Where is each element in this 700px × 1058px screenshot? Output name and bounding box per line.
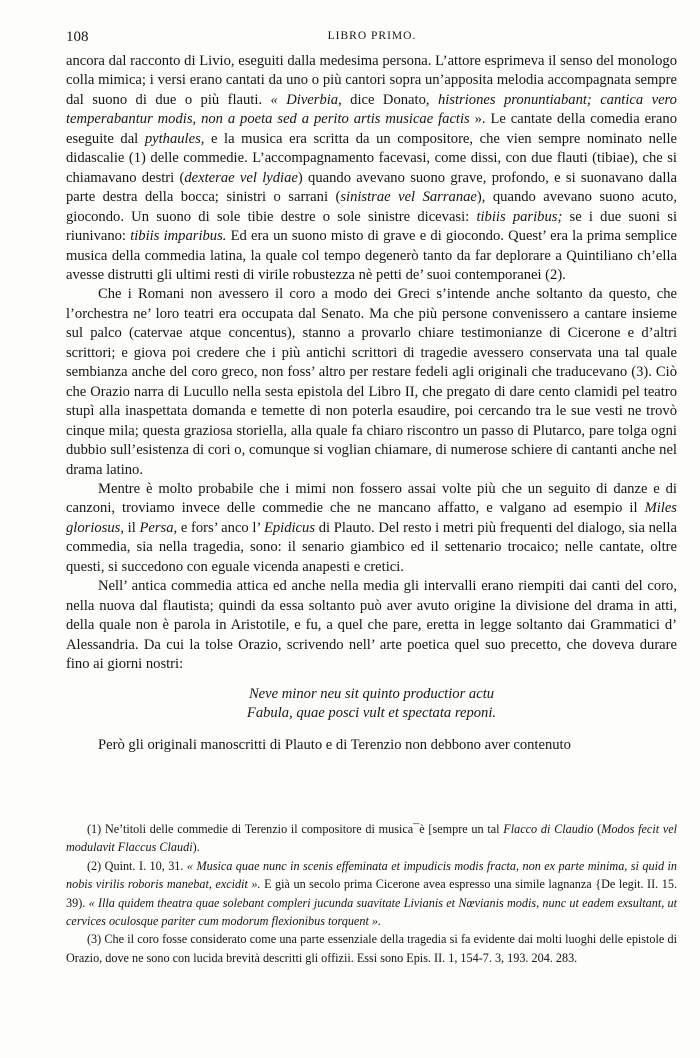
paragraph <box>66 480 677 577</box>
italic-text: tibiis paribus; <box>476 208 563 225</box>
text-run: Che i Romani non avessero il coro a modo dei Greci s’intende anche soltanto da questo, che l’orchestra ne’ loro teatri era occupata dal Senato. Ma che più persone convenissero a cantare insieme sul palco (catervae atque concentus), stanno a provarlo chiare testimonianze di Cicerone e d’altri scrittori; e giova poi credere che i più antichi scrittori di tragedie avessero conservata una tal quale sembianza anche del coro greco, non foss’ altro per restare fedeli agli originali che traducevano (3). Ciò che Orazio narra di Lucullo nella sesta epistola del Libro II, che pregato di dare cento clamidi pel teatro stupì alla inaspettata domanda e temette di non poterla esaudire, poi cercando tra le sue vesti ne trovò cinque mila; questa graziosa storiella, alla quale fa chiaro riscontro un passo di Plutarco, pare tolga ogni dubbio sull’esistenza di cori o, comunque si voglian chiamare, di numerose schiere di cantanti anche nel drama latino. <box>66 286 677 478</box>
italic-text: Flacco di Claudio <box>503 822 594 836</box>
italic-text: Miles gloriosus, <box>66 500 677 536</box>
footnotes <box>66 820 677 967</box>
text-run: Nell’ antica commedia attica ed anche nella media gli intervalli erano riempiti dai canti del coro, nella nuova dal flautista; quindi da essa soltanto può aver avuto origine la divisione del drama in atti, della quale non è parola in Aristotile, e fu, a quel che pare, eretta in legge soltanto dai Grammatici d’ Alessandria. Da cui la tolse Orazio, scrivendo nell’ arte poetica quel suo precetto, che doveva durare fino ai giorni nostri: <box>66 578 677 673</box>
text-run: il <box>123 519 140 536</box>
italic-text: Modos fecit vel modulavit Flaccus Claudi <box>66 822 678 855</box>
text-run: E già un secolo prima Cicerone avea espresso una simile lagnanza {De legit. II. 15. 39). <box>66 877 677 910</box>
verse-line: Fabula, quae posci vult et spectata reponi. <box>246 705 497 722</box>
closing-paragraph: Però gli originali manoscritti di Plauto e di Terenzio non debbono aver contenuto <box>98 737 571 754</box>
text-run: è [sempre un tal <box>419 822 504 836</box>
italic-text: histriones pronuntiabant; cantica vero temperabantur modis, non a poeta sed a perito artis musicae factis <box>66 91 677 128</box>
text-run: (2) Quint. I. 10, 31. <box>87 858 187 873</box>
paragraph <box>66 577 677 674</box>
text-run: ( <box>593 822 602 836</box>
verse-line: Neve minor neu sit quinto productior actu <box>248 685 495 702</box>
text-run: Mentre è molto probabile che i mimi non fossero assai volte più che un seguito di danze e di canzoni, troviamo invece delle commedie che ne mancano affatto, e valgano ad esempio il <box>66 480 677 517</box>
footnote <box>66 930 677 967</box>
italic-text: dexterae vel lydiae <box>184 169 298 186</box>
text-run: Ed era un suono misto di grave e di giocondo. Quest’ era la prima semplice musica della commedia latina, la quale col tempo degenerò tanto da far deplorare a Quintiliano ch’ella avesse distrutti gli ultimi resti di virile robustezza nè petti de’ suoi contemporanei (2). <box>66 228 678 283</box>
italic-text: tibiis imparibus. <box>130 228 227 245</box>
verse-quotation <box>66 685 677 725</box>
text-run: di Plauto. Del resto i metri più frequenti del dialogo, sia nella commedia, sia nella tragedia, sono: il senario giambico ed il settenario trocaico; nelle cantate, oltre questi, si succedono con eguale vicenda anapesti e cretici. <box>66 519 677 575</box>
text-run: ». Le cantate della comedia erano eseguite dal <box>66 111 677 147</box>
page-number: 108 <box>66 29 89 45</box>
text-run: e la musica era scritta da un compositore, che vien sempre nominato nelle didascalie (1) delle commedie. L’accompagnamento facevasi, come dissi, con due flauti (tibiae), che si chiamavano destri ( <box>66 130 677 186</box>
body-text <box>66 52 677 756</box>
text-run: (1) Ne’titoli delle commedie di Terenzio il compositore di musica <box>87 822 414 836</box>
italic-text: « Illa quidem theatra quae solebant compleri jucunda suavitate Livianis et Nœvianis modis, nunc ut eadem exsultant, ut cervices oculosque pariter cum modorum flexionibus torquent ». <box>66 895 678 929</box>
text-run: ), quando avevano suono acuto, giocondo. Un suono di sole tibie destre o sole sinistre dicevasi: <box>66 189 677 225</box>
italic-text: « Musica quae nunc in scenis effeminata et impudicis modis fracta, non ex parte minima, si quid in nobis virilis roboris manebat, excidit ». <box>66 858 677 892</box>
text-run: ancora dal racconto di Livio, eseguiti dalla medesima persona. L’attore esprimeva il senso del monologo colla mimica; i versi erano cantati da uno o più cantori sopra un’apposita melodia accompagnata sempre dal suono di due o più flauti. <box>66 53 677 108</box>
paragraph <box>66 52 677 285</box>
text-run: dice Donato, <box>341 91 438 108</box>
text-run: e fors’ anco l’ <box>177 519 264 536</box>
text-run: ) quando avevano suono grave, profondo, e si suonavano dalla parte destra della bocca; sinistri o sarrani ( <box>66 169 678 206</box>
italic-text: pythaules, <box>144 130 205 147</box>
italic-text: Epidicus <box>263 519 316 536</box>
page-header <box>66 29 678 51</box>
footnote <box>66 820 677 857</box>
text-run: se i due suoni si riunivano: <box>66 208 677 245</box>
italic-text: sinistrae vel Sarranae <box>340 189 477 206</box>
paragraph <box>66 285 677 480</box>
running-title: LIBRO PRIMO. <box>327 30 417 42</box>
text-run: ). <box>192 840 200 855</box>
text-run: ¯ <box>413 822 420 836</box>
footnote <box>66 857 677 931</box>
italic-text: « Diverbia, <box>270 91 342 108</box>
italic-text: Persa, <box>139 519 178 536</box>
text-run: (3) Che il coro fosse considerato come una parte essenziale della tragedia si fa evidente dai molti luoghi delle epistole di Orazio, dove ne sono con lucida brevità descritti gli offizii. Essi sono Epis. II. 1, 154-7. 3, 193. 204. 283. <box>66 932 677 965</box>
